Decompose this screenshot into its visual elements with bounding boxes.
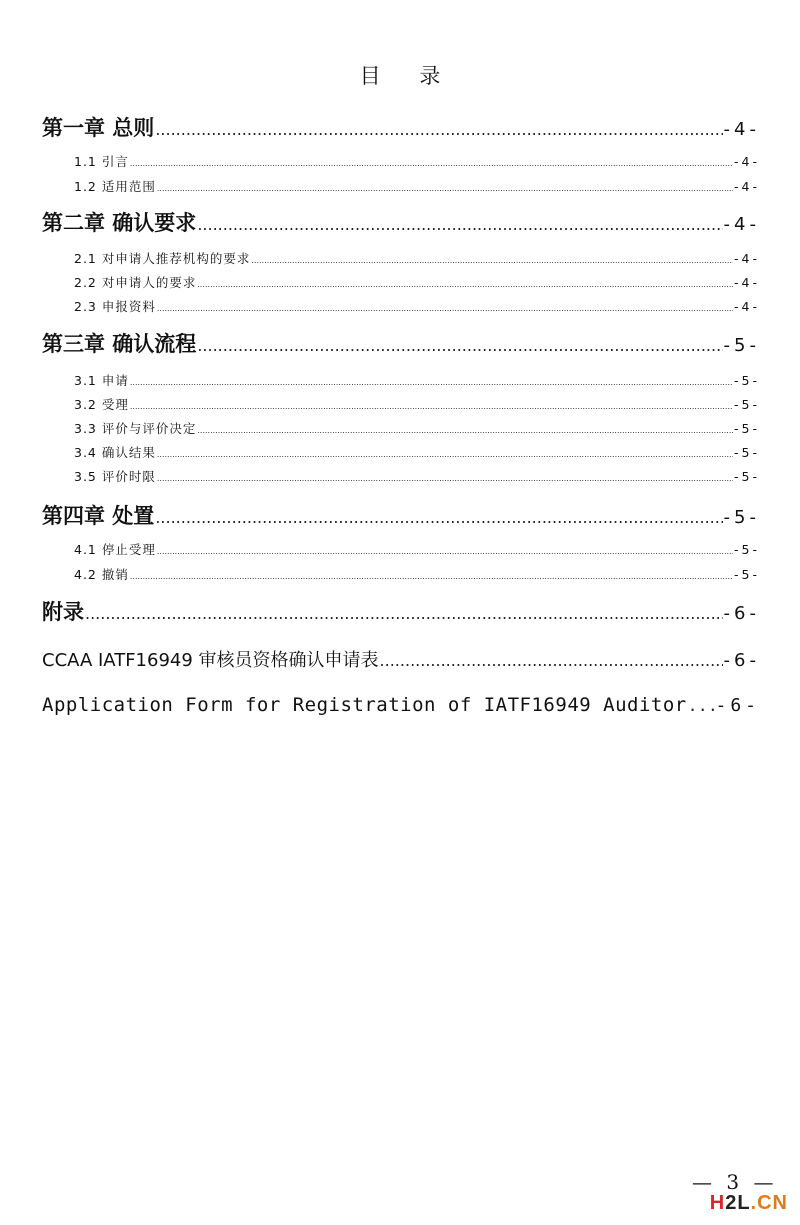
toc-entry-label: 3.4 确认结果 [74, 445, 156, 460]
leader-dots [157, 184, 733, 193]
leader-dots [85, 604, 723, 623]
toc-entry-page: -5- [734, 469, 760, 484]
toc-form-cn[interactable] [42, 646, 760, 672]
leader-dots [157, 474, 733, 483]
toc-entry-page: -6- [715, 695, 760, 716]
toc-entry-label: Application Form for Registration of IATF16949 Auditor [42, 694, 687, 716]
toc-entry-page: -5- [734, 421, 760, 436]
toc-entry-page: -5- [723, 335, 760, 356]
leader-dots [251, 256, 733, 265]
toc-chapter-1[interactable] [42, 112, 760, 142]
toc-section-2-3[interactable] [74, 297, 760, 315]
toc-entry-page: -6- [723, 603, 760, 624]
toc-entry-label: 附录 [42, 600, 84, 624]
toc-entry-label: CCAA IATF16949 审核员资格确认申请表 [42, 650, 379, 671]
toc-entry-label: 第一章 总则 [42, 116, 155, 140]
toc-entry-label: 2.3 申报资料 [74, 299, 156, 314]
toc-entry-label: 第四章 处置 [42, 504, 155, 528]
leader-dots [130, 572, 733, 581]
toc-entry-page: -5- [734, 567, 760, 582]
leader-dots [157, 547, 733, 556]
toc-entry-label: 3.5 评价时限 [74, 469, 156, 484]
toc-entry-page: -5- [723, 507, 760, 528]
toc-entry-label: 2.1 对申请人推荐机构的要求 [74, 251, 251, 266]
toc-entry-label: 2.2 对申请人的要求 [74, 275, 197, 290]
toc-section-3-5[interactable] [74, 467, 760, 485]
watermark-logo: H2L.CN [709, 1192, 788, 1214]
toc-entry-page: -4- [723, 214, 760, 235]
toc-entry-label: 1.2 适用范围 [74, 179, 156, 194]
toc-entry-page: -4- [734, 275, 760, 290]
toc-entry-page: -5- [734, 373, 760, 388]
leader-dots [157, 450, 733, 459]
leader-dots [197, 426, 733, 435]
toc-section-3-4[interactable] [74, 443, 760, 461]
leader-dots [688, 696, 715, 715]
leader-dots [197, 215, 722, 234]
toc-entry-page: -5- [734, 397, 760, 412]
toc-entry-page: -6- [723, 650, 760, 671]
toc-entry-page: -5- [734, 445, 760, 460]
leader-dots [155, 508, 722, 527]
toc-section-2-2[interactable] [74, 273, 760, 291]
leader-dots [130, 402, 733, 411]
leader-dots [197, 336, 722, 355]
toc-entry-label: 3.2 受理 [74, 397, 129, 412]
toc-entry-label: 4.1 停止受理 [74, 542, 156, 557]
toc-section-1-2[interactable] [74, 177, 760, 195]
toc-appendix[interactable] [42, 596, 760, 626]
leader-dots [197, 280, 733, 289]
leader-dots [380, 651, 723, 670]
toc-entry-page: -4- [734, 154, 760, 169]
toc-section-3-3[interactable] [74, 419, 760, 437]
toc-form-en[interactable] [42, 694, 760, 716]
toc-entry-label: 3.1 申请 [74, 373, 129, 388]
toc-section-1-1[interactable] [74, 152, 760, 170]
toc-entry-label: 第二章 确认要求 [42, 211, 197, 235]
toc-entry-label: 第三章 确认流程 [42, 332, 197, 356]
toc-entry-page: -4- [734, 179, 760, 194]
page-number: — 3 — [692, 1170, 778, 1194]
toc-entry-page: -4- [734, 299, 760, 314]
toc-chapter-3[interactable] [42, 328, 760, 358]
toc-chapter-4[interactable] [42, 500, 760, 530]
toc-chapter-2[interactable] [42, 207, 760, 237]
leader-dots [155, 120, 722, 139]
toc-section-4-1[interactable] [74, 540, 760, 558]
toc-entry-label: 1.1 引言 [74, 154, 129, 169]
toc-entry-label: 4.2 撤销 [74, 567, 129, 582]
leader-dots [130, 378, 733, 387]
toc-entry-label: 3.3 评价与评价决定 [74, 421, 197, 436]
leader-dots [130, 159, 733, 168]
toc-entry-page: -4- [723, 119, 760, 140]
toc-entry-page: -5- [734, 542, 760, 557]
toc-section-4-2[interactable] [74, 565, 760, 583]
toc-title: 目 录 [359, 64, 457, 88]
toc-entry-page: -4- [734, 251, 760, 266]
toc-section-3-2[interactable] [74, 395, 760, 413]
toc-section-2-1[interactable] [74, 249, 760, 267]
toc-section-3-1[interactable] [74, 371, 760, 389]
leader-dots [157, 304, 733, 313]
